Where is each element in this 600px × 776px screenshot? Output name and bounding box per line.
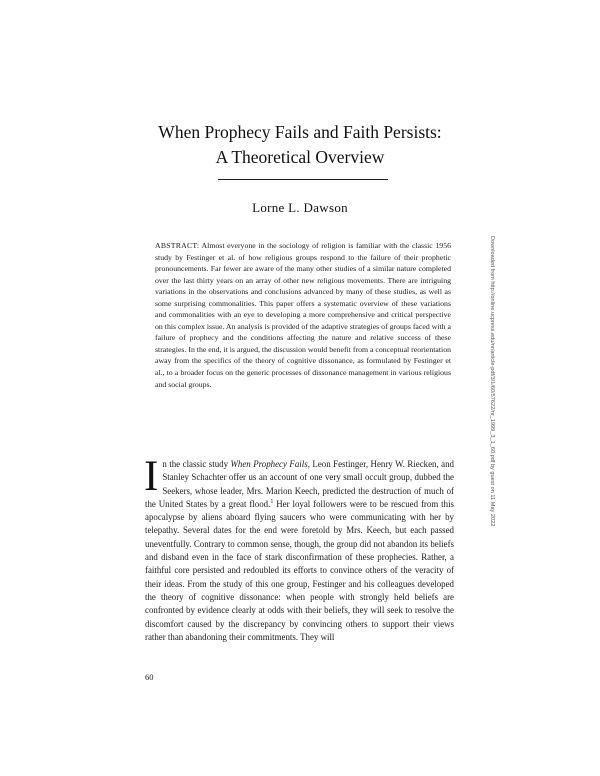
abstract-text: Almost everyone in the sociology of religion is familiar with the classic 1956 study by Festinger et al. of how religious groups respond to the failure of their prophetic pronouncements. Far fewer are aware of the many other studies of a similar nature completed over the last thirty years on an array of other new religious movements. There are intriguing variations in the observations and conclusions advanced by many of these studies, as well as some surprising commonalities. This paper offers a systematic overview of these variations and commonalities with an eye to developing a more comprehensive and critical perspective on this complex issue. An analysis is provided of the adaptive strategies of groups faced with a failure of prophecy and the conditions affecting the nature and relative success of these strategies. In the end, it is argued, the discussion would benefit from a conceptual reorientation away from the specifics of the theory of cognitive dissonance, as formulated by Festinger et al., to a broader focus on the generic processes of dissonance management in various religious and social groups.	[155, 241, 451, 389]
article-title	[60, 120, 540, 170]
body-part-2: , Leon Festinger, Henry W. Riecken, and Stanley Schachter offer us an account of one very small occult group, dubbed the Seekers, whose leader, Mrs. Marion Keech, predicted the destruction of much of the United States by a great flood.	[145, 459, 454, 509]
title-line-2: A Theoretical Overview	[215, 147, 385, 167]
download-note: Downloaded from http://online.ucpress.edu/nr/article-pdf/3/1/60/57622/nr_1999_3_1_60.pdf by guest on 11 May 2022	[489, 236, 495, 527]
author-name: Lorne L. Dawson	[252, 200, 348, 215]
body-intro: n the classic study	[162, 459, 231, 469]
body-part-3: Her loyal followers were to be rescued from this apocalypse by aliens aboard flying saucers who were communicating with her by telepathy. Several dates for the end were foretold by Mrs. Keech, but each passed uneventfully. Contrary to common sense, though, the group did not abandon its beliefs and disband even in the face of stark disconfirmation of these prophecies. Rather, a faithful core persisted and redoubled its efforts to convince others of the veracity of their ideas. From the study of this one group, Festinger and his colleagues developed the theory of cognitive dissonance: when people with strongly held beliefs are confronted by evidence clearly at odds with their beliefs, they will seek to resolve the discomfort caused by the discrepancy by convincing others to support their views rather than abandoning their commitments. They will	[145, 498, 454, 642]
abstract	[155, 240, 451, 390]
body-text	[144, 453, 454, 644]
footnote-marker[interactable]: 1	[270, 498, 274, 505]
abstract-label: ABSTRACT:	[155, 241, 200, 250]
page-number: 60	[145, 672, 154, 682]
title-divider	[218, 179, 388, 180]
book-title: When Prophecy Fails	[230, 459, 308, 469]
download-sidebar	[485, 236, 497, 656]
title-line-1: When Prophecy Fails and Faith Persists:	[158, 122, 442, 142]
drop-cap: I	[144, 453, 159, 500]
